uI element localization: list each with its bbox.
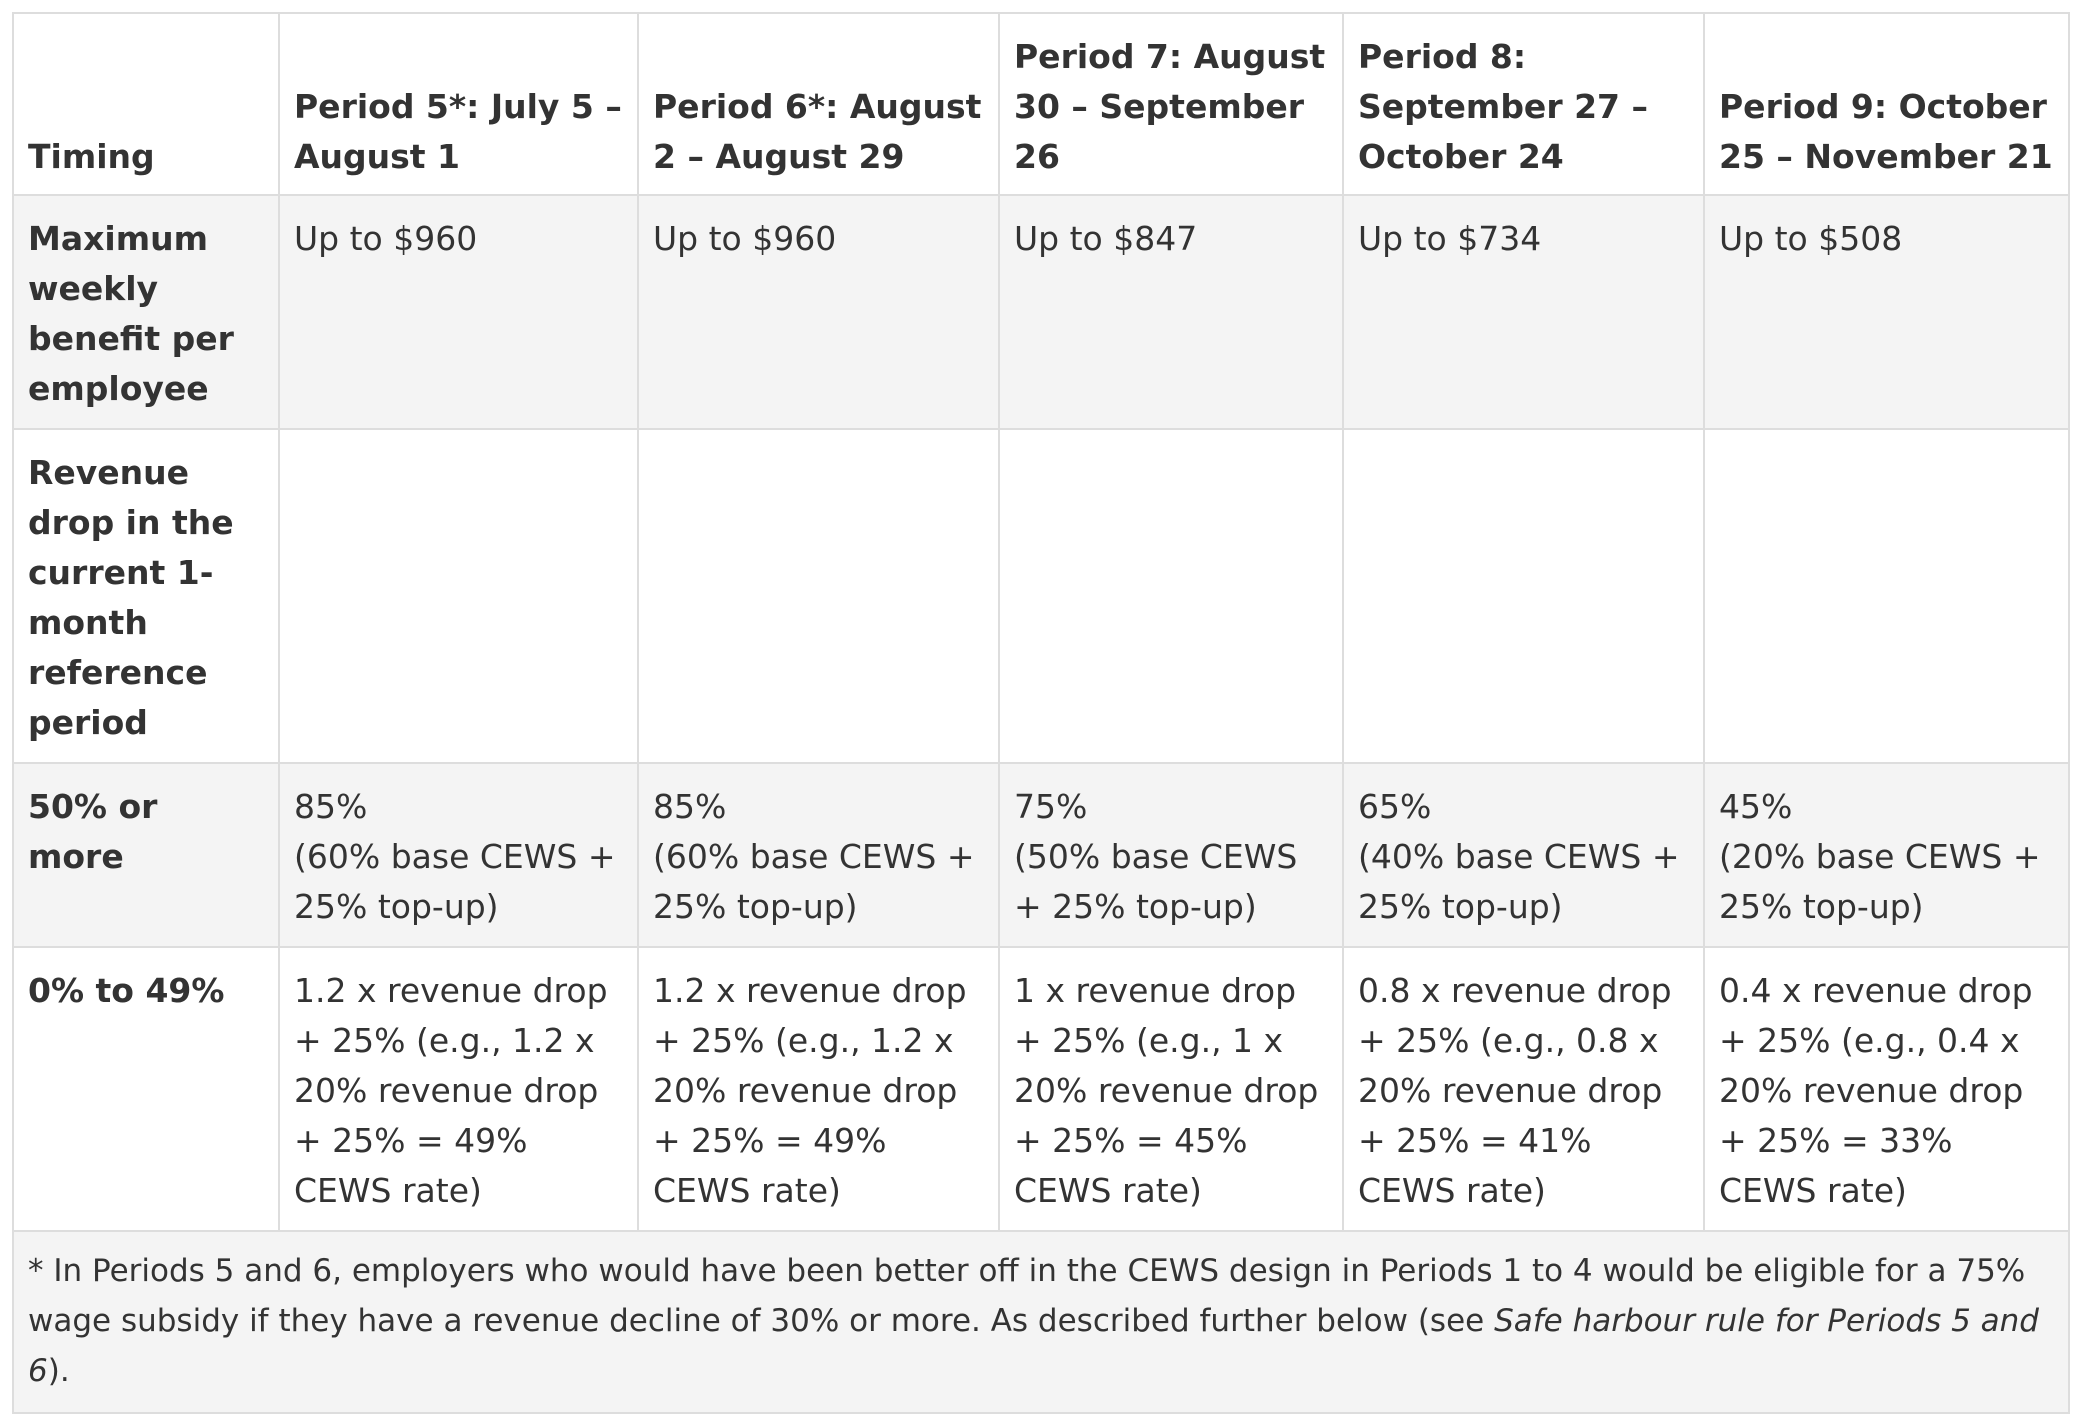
row-label-0-to-49: 0% to 49%	[13, 947, 279, 1231]
rate-value: 85%	[294, 787, 368, 826]
rate-breakdown: (40% base CEWS + 25% top-up)	[1358, 837, 1680, 926]
rate-breakdown: (60% base CEWS + 25% top-up)	[653, 837, 975, 926]
rate-value: 45%	[1719, 787, 1793, 826]
footnote-text: * In Periods 5 and 6, employers who would have been better off in the CEWS design in Periods 1 to 4 would be eligible for a 75% wage subsidy if they have a revenue decline of 30% or more. As described further below (see	[28, 1253, 2026, 1339]
max-benefit-period-6: Up to $960	[638, 195, 999, 429]
cews-rate-table-container	[12, 12, 2068, 1414]
table-row-revenue-drop	[13, 429, 2069, 763]
header-timing: Timing	[13, 13, 279, 195]
rate-0-49-period-5: 1.2 x revenue drop + 25% (e.g., 1.2 x 20% revenue drop + 25% = 49% CEWS rate)	[279, 947, 638, 1231]
cews-rate-table	[12, 12, 2070, 1414]
safe-harbour-reference: Safe harbour rule for Periods 5 and 6	[28, 1303, 2039, 1389]
header-period-9: Period 9: October 25 – November 21	[1704, 13, 2069, 195]
rate-0-49-period-9: 0.4 x revenue drop + 25% (e.g., 0.4 x 20% revenue drop + 25% = 33% CEWS rate)	[1704, 947, 2069, 1231]
rate-50-period-5	[279, 763, 638, 947]
header-period-7: Period 7: August 30 – September 26	[999, 13, 1343, 195]
table-row-50-or-more	[13, 763, 2069, 947]
revenue-drop-cell-period-5	[279, 429, 638, 763]
rate-breakdown: (20% base CEWS + 25% top-up)	[1719, 837, 2041, 926]
max-benefit-period-5: Up to $960	[279, 195, 638, 429]
rate-breakdown: (50% base CEWS + 25% top-up)	[1014, 837, 1298, 926]
row-label-50-or-more: 50% or more	[13, 763, 279, 947]
footnote	[13, 1231, 2069, 1413]
rate-0-49-period-8: 0.8 x revenue drop + 25% (e.g., 0.8 x 20% revenue drop + 25% = 41% CEWS rate)	[1343, 947, 1704, 1231]
table-row-0-to-49	[13, 947, 2069, 1231]
rate-value: 65%	[1358, 787, 1432, 826]
rate-value: 85%	[653, 787, 727, 826]
rate-50-period-7	[999, 763, 1343, 947]
footnote-suffix: ).	[47, 1353, 70, 1389]
rate-breakdown: (60% base CEWS + 25% top-up)	[294, 837, 616, 926]
header-period-5: Period 5*: July 5 – August 1	[279, 13, 638, 195]
revenue-drop-cell-period-9	[1704, 429, 2069, 763]
header-period-8: Period 8: September 27 – October 24	[1343, 13, 1704, 195]
rate-50-period-8	[1343, 763, 1704, 947]
rate-50-period-9	[1704, 763, 2069, 947]
row-label-max-benefit: Maximum weekly benefit per employee	[13, 195, 279, 429]
rate-value: 75%	[1014, 787, 1088, 826]
max-benefit-period-7: Up to $847	[999, 195, 1343, 429]
rate-0-49-period-7: 1 x revenue drop + 25% (e.g., 1 x 20% revenue drop + 25% = 45% CEWS rate)	[999, 947, 1343, 1231]
max-benefit-period-9: Up to $508	[1704, 195, 2069, 429]
row-label-revenue-drop: Revenue drop in the current 1-month reference period	[13, 429, 279, 763]
revenue-drop-cell-period-6	[638, 429, 999, 763]
rate-50-period-6	[638, 763, 999, 947]
header-period-6: Period 6*: August 2 – August 29	[638, 13, 999, 195]
revenue-drop-cell-period-7	[999, 429, 1343, 763]
table-row-max-benefit	[13, 195, 2069, 429]
table-header-row	[13, 13, 2069, 195]
max-benefit-period-8: Up to $734	[1343, 195, 1704, 429]
rate-0-49-period-6: 1.2 x revenue drop + 25% (e.g., 1.2 x 20% revenue drop + 25% = 49% CEWS rate)	[638, 947, 999, 1231]
revenue-drop-cell-period-8	[1343, 429, 1704, 763]
table-footnote-row	[13, 1231, 2069, 1413]
